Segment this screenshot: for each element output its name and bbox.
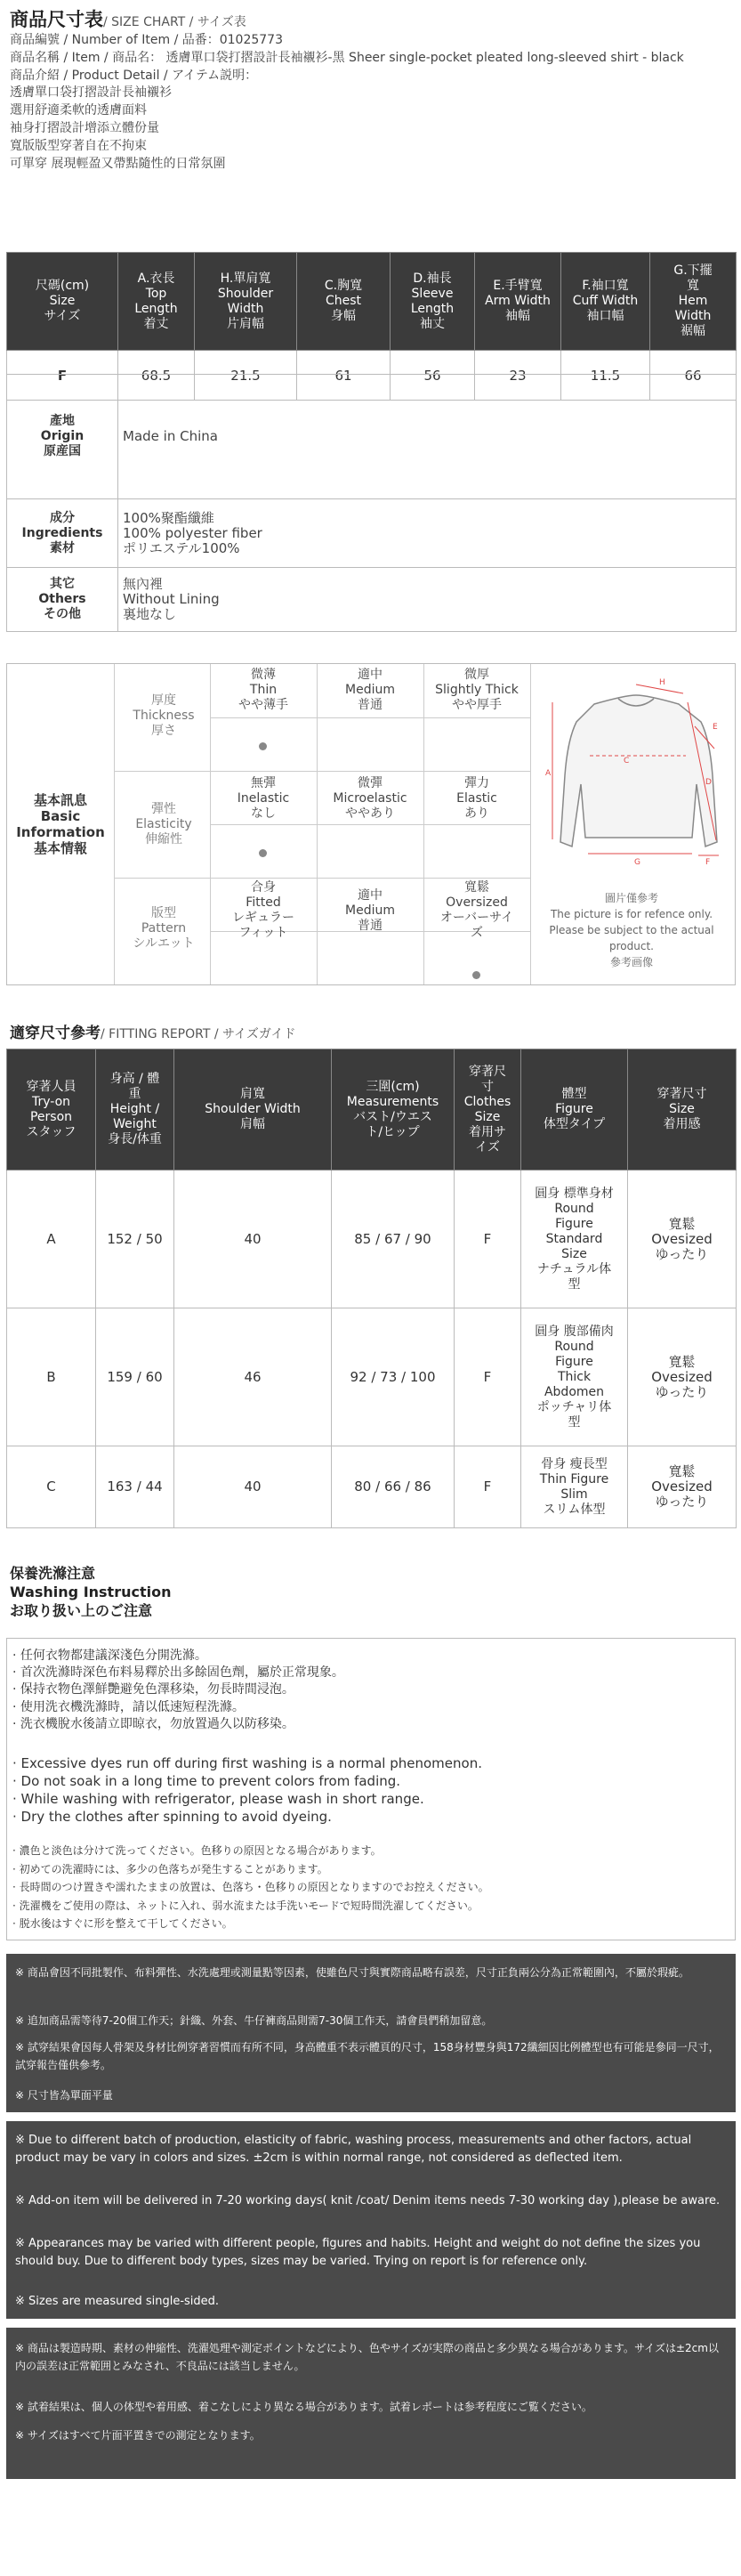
ingredients-value: 100%聚酯纖維 100% polyester fiber ポリエステル100% (118, 499, 737, 568)
diagram-letter: D (705, 778, 712, 787)
size-cell: 66 (650, 351, 737, 401)
note-item: ※ 試穿結果會因每人骨架及身材比例穿著習慣而有所不同，身高體重不表示體頁的尺寸，158身材豐身與172纖細因比例體型也有可能是參同一尺寸，試穿報告僅供參考。 (15, 2041, 720, 2071)
notes-jp-panel (6, 2328, 736, 2479)
product-detail-label: 商品介紹 / Product Detail / アイテム説明： (10, 68, 258, 83)
fitting-header-cell: 身高 / 體 重 Height / Weight 身長/体重 (96, 1049, 174, 1171)
product-number: 商品編號 / Number of Item / 品番：01025773 (10, 33, 283, 47)
list-item: · 保持衣物色澤鮮艷避免色澤移染，勿長時間浸泡。 (12, 1682, 294, 1697)
washing-zh (12, 1648, 344, 1733)
fitting-header-cell: 肩寬 Shoulder Width 肩幅 (174, 1049, 332, 1171)
pattern-label: 版型 Pattern シルエット (133, 906, 195, 951)
fit-cell: 寬鬆 Ovesized ゆったり (628, 1171, 737, 1308)
list-item: · 濃色と淡色は分けて洗ってください。色移りの原因となる場合があります。 (12, 1844, 382, 1857)
product-name: 商品名稱 / Item / 商品名： 透膚單口袋打摺設計長袖襯衫-黑 Sheer single-pocket pleated long-sleeved shirt - black (10, 50, 684, 65)
fit-cell: 寬鬆 Ovesized ゆったり (628, 1308, 737, 1446)
fitting-header-cell: 三圍(cm) Measurements バスト/ウエス ト/ヒップ (332, 1049, 455, 1171)
size-cell: 56 (391, 351, 475, 401)
note-item: ※ 商品は製造時期、素材の伸縮性、洗濯処理や測定ポイントなどにより、色やサイズが実際の商品と多少異なる場合があります。サイズは±2cm以内の誤差は正常範囲とみなされ、不良品には該当しません。 (15, 2342, 719, 2372)
list-item: · While washing with refrigerator, please wash in short range. (12, 1791, 424, 1807)
thickness-option: 適中 Medium 普通 (345, 668, 395, 712)
fitting-table-header (7, 1049, 737, 1171)
fit-cell: C (7, 1446, 96, 1528)
fit-cell: 80 / 66 / 86 (332, 1446, 455, 1528)
pattern-option: 適中 Medium 普通 (345, 888, 395, 933)
note-item: ※ 尺寸皆為單面平量 (15, 2089, 113, 2102)
diagram-letter: C (624, 757, 630, 766)
product-detail-line: 袖身打摺設計增添立體份量 (10, 120, 159, 135)
fit-cell: A (7, 1171, 96, 1308)
shirt-diagram-icon (545, 677, 732, 869)
elasticity-option: 無彈 Inelastic なし (237, 776, 290, 821)
elasticity-option: 微彈 Microelastic ややあり (333, 776, 407, 821)
table-row (7, 1308, 737, 1446)
size-cell: 23 (475, 351, 561, 401)
picture-caption: 圖片僅參考 The picture is for refence only. Please be subject to the actual product. 參考画像 (549, 892, 714, 968)
fitting-table (6, 1049, 737, 1528)
size-header-cell: E.手臂寬 Arm Width 袖幅 (475, 253, 561, 351)
size-header-cell: A.衣長 Top Length 着丈 (118, 253, 195, 351)
table-row (7, 499, 737, 568)
others-value: 無內裡 Without Lining 裏地なし (118, 568, 737, 632)
elasticity-label: 彈性 Elasticity 伸縮性 (135, 802, 192, 847)
fitting-header-cell: 穿著人員 Try-on Person スタッフ (7, 1049, 96, 1171)
diagram-letter: E (713, 723, 718, 732)
elasticity-option: 彈力 Elastic あり (456, 776, 497, 821)
thickness-label: 厚度 Thickness 厚さ (133, 693, 195, 738)
fitting-heading (10, 1020, 295, 1042)
pattern-option: 合身 Fitted レギュラー フィット (232, 880, 294, 940)
note-item: ※ 追加商品需等待7-20個工作天；針織、外套、牛仔褲商品則需7-30個工作天，請會員們稍加留意。 (15, 2014, 493, 2027)
fitting-subtitle: / FITTING REPORT / サイズガイド (101, 1027, 296, 1041)
diagram-letter: F (705, 858, 711, 867)
size-chart-subtitle: / SIZE CHART / サイズ表 (103, 15, 246, 29)
size-cell: 21.5 (195, 351, 297, 401)
list-item: · Excessive dyes run off during first washing is a normal phenomenon. (12, 1755, 482, 1771)
list-item: · 長時間のつけ置きや濡れたままの放置は、色落ち・色移りの原因となりますのでお控えください。 (12, 1881, 489, 1893)
table-row (7, 1171, 737, 1308)
product-detail-line: 透膚單口袋打摺設計長袖襯衫 (10, 85, 172, 101)
product-detail-line: 選用舒適柔軟的透膚面料 (10, 103, 147, 118)
fit-cell: F (455, 1308, 521, 1446)
size-cell: 11.5 (561, 351, 650, 401)
diagram-letter: A (545, 769, 552, 778)
fitting-title: 適穿尺寸參考 (10, 1025, 101, 1042)
size-header-cell: G.下擺 寬 Hem Width 裾幅 (650, 253, 737, 351)
size-table-header (7, 253, 737, 351)
table-row (7, 568, 737, 632)
fit-cell: 163 / 44 (96, 1446, 174, 1528)
thickness-selected-dot (259, 742, 267, 750)
fit-cell: F (455, 1446, 521, 1528)
details-table (6, 374, 737, 632)
size-header-cell: C.胸寬 Chest 身幅 (297, 253, 391, 351)
fit-cell: 159 / 60 (96, 1308, 174, 1446)
size-cell: 68.5 (118, 351, 195, 401)
list-item: · 首次洗滌時深色布料易釋於出多餘固色劑，屬於正常現象。 (12, 1665, 344, 1681)
size-header-cell: 尺碼(cm) Size サイズ (7, 253, 118, 351)
fit-cell: 寬鬆 Ovesized ゆったり (628, 1446, 737, 1528)
list-item: · 洗衣機脫水後請立即晾衣，勿放置過久以防移染。 (12, 1716, 294, 1731)
fit-cell: 152 / 50 (96, 1171, 174, 1308)
fit-cell: B (7, 1308, 96, 1446)
others-label: 其它 Others その他 (7, 568, 118, 632)
list-item: · 任何衣物都建議深淺色分開洗滌。 (12, 1648, 207, 1663)
fit-cell: F (455, 1171, 521, 1308)
size-header-cell: H.單肩寬 Shoulder Width 片肩幅 (195, 253, 297, 351)
fit-cell: 46 (174, 1308, 332, 1446)
washing-jp (12, 1842, 489, 1933)
origin-label: 產地 Origin 原産国 (7, 375, 118, 499)
ingredients-label: 成分 Ingredients 素材 (7, 499, 118, 568)
pattern-option: 寬鬆 Oversized オーバーサイ ズ (439, 880, 514, 940)
washing-en (12, 1754, 482, 1826)
fit-cell: 92 / 73 / 100 (332, 1308, 455, 1446)
size-cell: F (7, 351, 118, 401)
notes-en-panel (6, 2121, 736, 2319)
fit-cell: 圓身 腹部備肉 Round Figure Thick Abdomen ポッチャリ体 型 (521, 1308, 628, 1446)
washing-panel (6, 1638, 736, 1940)
diagram-letter: G (634, 858, 640, 867)
product-detail-line: 寬版版型穿著自在不拘束 (10, 138, 147, 153)
fit-cell: 40 (174, 1171, 332, 1308)
table-row (7, 1446, 737, 1528)
list-item: · 脱水後はすぐに形を整えて干してください。 (12, 1917, 233, 1930)
note-item: ※ Sizes are measured single-sided. (15, 2295, 220, 2308)
product-detail-line: 可單穿 展現輕盈又帶點隨性的日常氛圍 (10, 156, 226, 171)
note-item: ※ Add-on item will be delivered in 7-20 working days( knit /coat/ Denim items needs 7-30 working day ),please be aware. (15, 2194, 721, 2207)
list-item: · 使用洗衣機洗滌時，請以低速短程洗滌。 (12, 1699, 245, 1714)
list-item: · 初めての洗濯時には、多少の色落ちが発生することがあります。 (12, 1862, 328, 1875)
pattern-selected-dot (472, 971, 480, 979)
origin-value: Made in China (118, 375, 737, 499)
size-chart-title: 商品尺寸表 (10, 9, 103, 30)
size-header-cell: F.袖口寬 Cuff Width 袖口幅 (561, 253, 650, 351)
note-item: ※ Due to different batch of production, elasticity of fabric, washing process, measurements and other factors, actual product may be vary in colors and sizes. ±2cm is within normal range, not considered as deflected item. (15, 2134, 692, 2165)
thickness-option: 微薄 Thin やや薄手 (238, 668, 288, 712)
fitting-header-cell: 體型 Figure 体型タイプ (521, 1049, 628, 1171)
fit-cell: 骨身 瘦長型 Thin Figure Slim スリム体型 (521, 1446, 628, 1528)
diagram-letter: H (659, 678, 665, 687)
list-item: · 洗濯機をご使用の際は、ネットに入れ、弱水流または手洗いモードで短時間洗濯してください。 (12, 1899, 479, 1912)
size-cell: 61 (297, 351, 391, 401)
washing-title: 保養洗滌注意 Washing Instruction お取り扱い上のご注意 (10, 1565, 172, 1619)
list-item: · Dry the clothes after spinning to avoid dyeing. (12, 1809, 332, 1825)
note-item: ※ サイズはすべて片面平置きでの測定となります。 (15, 2429, 261, 2442)
fit-cell: 40 (174, 1446, 332, 1528)
thickness-option: 微厚 Slightly Thick やや厚手 (435, 668, 519, 712)
table-row (7, 375, 737, 499)
elasticity-selected-dot (259, 849, 267, 857)
product-info (10, 32, 721, 173)
list-item: · Do not soak in a long time to prevent colors from fading. (12, 1773, 401, 1789)
size-header-cell: D.袖長 Sleeve Length 袖丈 (391, 253, 475, 351)
note-item: ※ 試着結果は、個人の体型や着用感、着こなしにより異なる場合があります。試着レポートは参考程度にご覧ください。 (15, 2401, 592, 2413)
fitting-header-cell: 穿著尺 寸 Clothes Size 着用サ イズ (455, 1049, 521, 1171)
note-item: ※ Appearances may be varied with different people, figures and habits. Height and weight do not define the sizes you should buy. Due to different body types, sizes may be varied. Trying on report is for reference only. (15, 2237, 701, 2268)
basic-info-title: 基本訊息 Basic Information 基本情報 (16, 792, 105, 856)
fit-cell: 圓身 標準身材 Round Figure Standard Size ナチュラル体 型 (521, 1171, 628, 1308)
fit-cell: 85 / 67 / 90 (332, 1171, 455, 1308)
fitting-header-cell: 穿著尺寸 Size 着用感 (628, 1049, 737, 1171)
notes-zh-panel (6, 1954, 736, 2112)
size-chart-heading (10, 5, 246, 32)
note-item: ※ 商品會因不同批製作、布料彈性、水洗處理或測量點等因素，使雖色尺寸與實際商品略有誤差，尺寸正負兩公分為正常範圍內，不屬於瑕疵。 (15, 1966, 689, 1979)
